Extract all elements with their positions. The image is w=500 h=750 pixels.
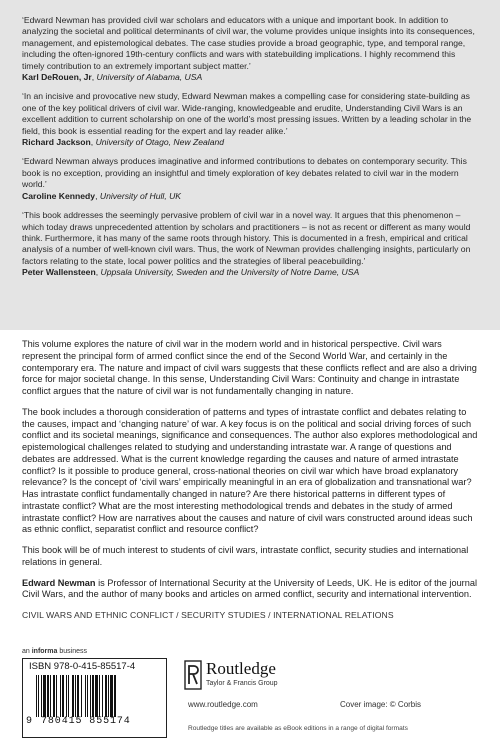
publisher-name: Routledge: [206, 659, 276, 678]
endorsement: [22, 91, 478, 148]
barcode-bar: [85, 675, 86, 717]
endorser-name: Caroline Kennedy: [22, 190, 96, 201]
author-bio: [22, 578, 480, 602]
endorsement: [22, 156, 478, 202]
description-paragraph: The book includes a thorough consideration of patterns and types of intrastate conflict and debates relating to the causes, impact and ‘changing nature’ of war. A key focus is on the political and social driving forces of such conflict and its societal meanings, significance and consequences. The author also explores methodological and epistemological challenges related to studying and understanding intrastate war. A range of questions and debates are addressed. What is the current knowledge regarding the causes and nature of armed intrastate conflict? Is it possible to produce general, cross-national theories on civil war which have broad explanatory relevance? Is the concept of ‘civil wars’ empirically meaningful in an era of globalization and transnational war? Has intrastate conflict fundamentally changed in nature? Are there historical patterns in different types of intrastate conflict? What are the most interesting methodological trends and debates in the study of armed intrastate conflict? How are narratives about the causes and nature of civil wars constructed around ideas such as ethnic conflict, separatist conflict and resource conflict?: [22, 406, 478, 535]
informa-business-tag: an informa business: [22, 648, 87, 655]
endorser-affiliation: University of Hull, UK: [99, 190, 182, 201]
barcode-bar: [110, 675, 113, 717]
barcode-number: 780415 855174: [41, 716, 131, 727]
barcode-bar: [99, 675, 100, 717]
barcode-bar: [92, 675, 94, 717]
barcode: [36, 675, 154, 717]
book-description: [22, 339, 480, 620]
informa-brand: informa: [31, 648, 58, 655]
endorsement-text: ‘In an incisive and provocative new study, Edward Newman makes a compelling case for considering state-building as one of the key political drivers of civil war. Wide-ranging, knowledgeable and erudite, Understanding Civil Wars is an excellent addition to current scholarship on one of the world’s most pressing issues. Written by a leading scholar in the field, this book is essential reading for the expert and lay reader alike.’: [22, 91, 472, 136]
barcode-bar: [47, 675, 49, 717]
barcode-bar: [41, 675, 42, 717]
barcode-bar: [75, 675, 76, 717]
barcode-bar: [68, 675, 69, 717]
endorsement-attribution: Richard Jackson, University of Otago, New Zealand: [22, 137, 225, 148]
endorsement: [22, 15, 478, 83]
routledge-r-logo-icon: [184, 660, 202, 690]
barcode-bar: [60, 675, 61, 717]
barcode-bar: [102, 675, 103, 717]
barcode-bar: [43, 675, 46, 717]
barcode-bar: [114, 675, 116, 717]
barcode-bar: [62, 675, 64, 717]
endorser-name: Peter Wallensteen: [22, 267, 96, 278]
publisher-subtitle: Taylor & Francis Group: [206, 680, 278, 687]
author-bio-text: is Professor of International Security at the University of Leeds, UK. He is editor of the journal Civil Wars, and the author of many books and articles on armed conflict, security and international intervention.: [22, 577, 477, 600]
endorsement-attribution: Karl DeRouen, Jr, University of Alabama, USA: [22, 72, 203, 83]
endorser-affiliation: University of Otago, New Zealand: [95, 137, 225, 148]
barcode-bar: [90, 675, 91, 717]
isbn-barcode-box: [22, 658, 167, 738]
barcode-bar: [72, 675, 74, 717]
barcode-bar: [53, 675, 55, 717]
endorser-affiliation: Uppsala University, Sweden and the University of Notre Dame, USA: [100, 267, 360, 278]
endorser-name: Richard Jackson: [22, 137, 91, 148]
barcode-leading-digit: 9: [26, 716, 33, 727]
endorser-affiliation: University of Alabama, USA: [96, 72, 203, 83]
barcode-bar: [77, 675, 79, 717]
barcode-bar: [36, 675, 37, 717]
endorsement-text: ‘This book addresses the seemingly pervasive problem of civil war in a novel way. It argues that this phenomenon – which today draws unprecedented attention by scholars and practitioners – is not as recent or different as many would think. Furthermore, it has many of the same roots through history. This is documented in a fresh, empirical and critical analysis of a number of well-known civil wars. Thus, the work of Newman provides challenging insights, particularly on factors relating to the state, local power politics and the strategies of liberal peacebuilding.’: [22, 210, 471, 266]
description-paragraph: This volume explores the nature of civil war in the modern world and in historical perspective. Civil wars represent the principal form of armed conflict since the end of the Second World War, and certainly in the contemporary era. The nature and impact of civil wars suggests that these conflicts reflect and are also a driving force for major societal change. In this sense, Understanding Civil Wars: Continuity and change in intrastate conflict argues that the nature of civil war is not fundamentally changing in nature.: [22, 339, 477, 396]
barcode-bar: [50, 675, 51, 717]
endorsement-attribution: Caroline Kennedy, University of Hull, UK: [22, 190, 182, 201]
isbn-label: ISBN 978-0-415-85517-4: [29, 661, 136, 672]
endorsement: [22, 210, 478, 278]
endorsements-panel: [0, 0, 500, 330]
publisher-url: www.routledge.com: [188, 700, 258, 709]
back-cover-footer: [22, 648, 492, 750]
cover-image-credit: Cover image: © Corbis: [340, 700, 422, 709]
endorsement-text: ‘Edward Newman always produces imaginative and informed contributions to debates on contemporary security. This book is no exception, providing an insightful and timely exploration of key debates related to civil war in the modern world.’: [22, 156, 467, 190]
barcode-bar: [105, 675, 107, 717]
author-name: Edward Newman: [22, 577, 96, 588]
barcode-bar: [87, 675, 88, 717]
barcode-bar: [108, 675, 109, 717]
ebook-availability-note: Routledge titles are available as eBook editions in a range of digital formats: [188, 725, 408, 732]
subject-categories: CIVIL WARS AND ETHNIC CONFLICT / SECURITY STUDIES / INTERNATIONAL RELATIONS: [22, 610, 394, 620]
endorsement-text: ‘Edward Newman has provided civil war scholars and educators with a unique and important book. In addition to analyzing the societal and political determinants of civil war, the volume provides unique insights into its consequences, management, and epistemological debates. The case studies provide a broad geographic, type, and temporal range, including the often-ignored 19th-century conflicts and wars with statebuilding implications. I highly recommend this timely contribution to an extremely important subject matter.’: [22, 15, 475, 71]
endorser-name: Karl DeRouen, Jr: [22, 72, 92, 83]
barcode-bar: [56, 675, 57, 717]
description-paragraph: This book will be of much interest to students of civil wars, intrastate conflict, security studies and international relations in general.: [22, 545, 469, 567]
barcode-bar: [95, 675, 98, 717]
barcode-bar: [66, 675, 67, 717]
endorsement-attribution: Peter Wallensteen, Uppsala University, Sweden and the University of Notre Dame, USA: [22, 267, 360, 278]
barcode-bar: [38, 675, 39, 717]
barcode-bar: [81, 675, 82, 717]
